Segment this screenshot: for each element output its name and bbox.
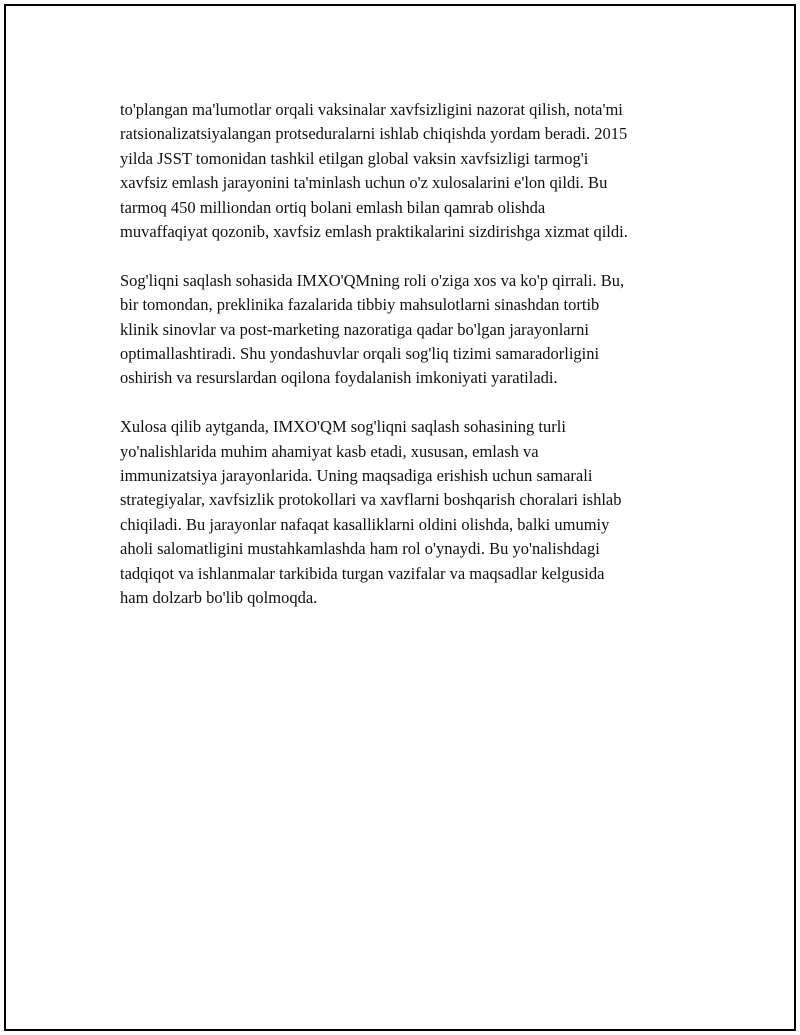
paragraph-2	[120, 269, 700, 391]
document-body	[120, 98, 700, 635]
text-line: oshirish va resurslardan oqilona foydalanish imkoniyati yaratiladi.	[120, 368, 558, 388]
text-line: ham dolzarb bo'lib qolmoqda.	[120, 588, 318, 608]
text-line: yilda JSST tomonidan tashkil etilgan global vaksin xavfsizligi tarmog'i	[120, 148, 589, 168]
text-line: strategiyalar, xavfsizlik protokollari va xavflarni boshqarish choralari ishlab	[120, 490, 622, 510]
text-line: Sog'liqni saqlash sohasida IMXO'QMning roli o'ziga xos va ko'p qirrali. Bu,	[120, 270, 625, 290]
text-line: to'plangan ma'lumotlar orqali vaksinalar xavfsizligini nazorat qilish, nota'mi	[120, 100, 623, 119]
text-line: xavfsiz emlash jarayonini ta'minlash uchun o'z xulosalarini e'lon qildi. Bu	[120, 173, 608, 193]
text-line: yo'nalishlarida muhim ahamiyat kasb etadi, xususan, emlash va	[120, 441, 539, 461]
text-line: optimallashtiradi. Shu yondashuvlar orqali sog'liq tizimi samaradorligini	[120, 344, 600, 364]
document-page	[4, 4, 796, 1031]
text-line: immunizatsiya jarayonlarida. Uning maqsadiga erishish uchun samarali	[120, 466, 593, 486]
paragraph-3	[120, 415, 700, 610]
text-line: klinik sinovlar va post-marketing nazoratiga qadar bo'lgan jarayonlarni	[120, 319, 589, 339]
text-line: bir tomondan, preklinika fazalarida tibbiy mahsulotlarni sinashdan tortib	[120, 295, 600, 315]
text-line: tadqiqot va ishlanmalar tarkibida turgan vazifalar va maqsadlar kelgusida	[120, 563, 605, 583]
paragraph-1	[120, 98, 700, 244]
text-line: tarmoq 450 milliondan ortiq bolani emlash bilan qamrab olishda	[120, 197, 546, 217]
text-line: chiqiladi. Bu jarayonlar nafaqat kasalliklarni oldini olishda, balki umumiy	[120, 514, 610, 534]
text-line: aholi salomatligini mustahkamlashda ham rol o'ynaydi. Bu yo'nalishdagi	[120, 539, 600, 559]
text-line: ratsionalizatsiyalangan protseduralarni ishlab chiqishda yordam beradi. 2015	[120, 124, 628, 144]
text-line: Xulosa qilib aytganda, IMXO'QM sog'liqni saqlash sohasining turli	[120, 417, 566, 437]
text-line: muvaffaqiyat qozonib, xavfsiz emlash praktikalarini sizdirishga xizmat qildi.	[120, 222, 628, 242]
